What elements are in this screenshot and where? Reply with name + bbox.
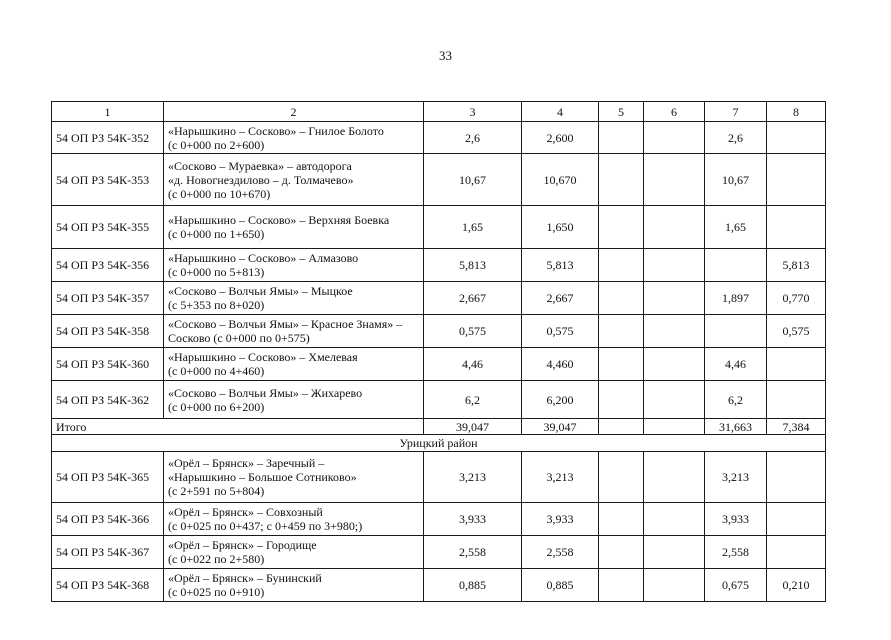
road-name-line: «д. Новогнездилово – д. Толмачево» <box>168 172 354 187</box>
page-number: 33 <box>439 48 452 63</box>
value-cell-c7: 1,897 <box>705 282 767 315</box>
road-id-cell: 54 ОП РЗ 54К-355 <box>52 206 164 249</box>
value-cell-c5 <box>599 154 644 206</box>
value-cell-c6 <box>644 348 705 381</box>
value-cell-c7: 0,675 <box>705 569 767 602</box>
value-cell-c3: 1,65 <box>424 206 522 249</box>
value-cell-c4: 1,650 <box>522 206 599 249</box>
header-cell: 4 <box>522 102 599 122</box>
road-name-cell <box>164 315 424 348</box>
value-cell-c5 <box>599 122 644 154</box>
road-id-cell: 54 ОП РЗ 54К-368 <box>52 569 164 602</box>
table-row <box>52 206 826 249</box>
road-name-line: (с 0+000 по 5+813) <box>168 265 265 279</box>
header-cell: 8 <box>767 102 826 122</box>
value-cell-c3: 3,213 <box>424 452 522 503</box>
table-row <box>52 569 826 602</box>
value-cell-c4: 2,558 <box>522 536 599 569</box>
road-name-line: «Сосково – Волчьи Ямы» – Мыцкое <box>168 284 353 298</box>
value-cell-c4: 2,600 <box>522 122 599 154</box>
road-name-line: «Орёл – Брянск» – Заречный – <box>168 456 325 470</box>
table-row <box>52 249 826 282</box>
total-value-c4: 39,047 <box>522 419 599 435</box>
value-cell-c7: 2,6 <box>705 122 767 154</box>
value-cell-c7: 10,67 <box>705 154 767 206</box>
value-cell-c3: 0,575 <box>424 315 522 348</box>
header-cell: 1 <box>52 102 164 122</box>
value-cell-c3: 4,46 <box>424 348 522 381</box>
road-id-cell: 54 ОП РЗ 54К-366 <box>52 503 164 536</box>
road-name-cell <box>164 348 424 381</box>
value-cell-c5 <box>599 569 644 602</box>
road-name-cell <box>164 536 424 569</box>
value-cell-c8 <box>767 381 826 419</box>
road-id-cell: 54 ОП РЗ 54К-365 <box>52 452 164 503</box>
road-name-line: (с 0+000 по 2+600) <box>168 137 265 152</box>
table-row <box>52 536 826 569</box>
value-cell-c7: 6,2 <box>705 381 767 419</box>
value-cell-c4: 3,933 <box>522 503 599 536</box>
table-row <box>52 348 826 381</box>
section-row <box>52 435 826 452</box>
value-cell-c5 <box>599 536 644 569</box>
value-cell-c7: 3,933 <box>705 503 767 536</box>
road-id-cell: 54 ОП РЗ 54К-357 <box>52 282 164 315</box>
value-cell-c6 <box>644 154 705 206</box>
road-name-line: (с 0+000 по 1+650) <box>168 227 265 241</box>
road-id-cell: 54 ОП РЗ 54К-367 <box>52 536 164 569</box>
header-cell: 5 <box>599 102 644 122</box>
road-name-line: Сосково (с 0+000 по 0+575) <box>168 331 310 345</box>
table-row <box>52 452 826 503</box>
road-name-cell <box>164 154 424 206</box>
value-cell-c8 <box>767 348 826 381</box>
value-cell-c8 <box>767 122 826 154</box>
road-id-cell: 54 ОП РЗ 54К-360 <box>52 348 164 381</box>
value-cell-c4: 2,667 <box>522 282 599 315</box>
value-cell-c5 <box>599 381 644 419</box>
road-name-line: «Нарышкино – Сосково» – Верхняя Боевка <box>168 213 390 227</box>
road-name-line: (с 0+025 по 0+910) <box>168 585 265 599</box>
value-cell-c7: 3,213 <box>705 452 767 503</box>
table-row <box>52 122 826 154</box>
value-cell-c8 <box>767 536 826 569</box>
value-cell-c5 <box>599 315 644 348</box>
table-row <box>52 154 826 206</box>
value-cell-c3: 6,2 <box>424 381 522 419</box>
value-cell-c8: 0,210 <box>767 569 826 602</box>
road-name-cell <box>164 282 424 315</box>
road-name-line: (с 5+353 по 8+020) <box>168 298 265 312</box>
value-cell-c3: 3,933 <box>424 503 522 536</box>
value-cell-c5 <box>599 249 644 282</box>
road-name-cell <box>164 503 424 536</box>
value-cell-c4: 6,200 <box>522 381 599 419</box>
table-body <box>52 102 826 602</box>
value-cell-c8 <box>767 206 826 249</box>
table-row <box>52 381 826 419</box>
road-name-cell <box>164 452 424 503</box>
value-cell-c6 <box>644 503 705 536</box>
section-title: Урицкий район <box>52 435 826 452</box>
road-name-line: «Нарышкино – Сосково» – Алмазово <box>168 251 359 265</box>
road-name-line: (с 0+000 по 4+460) <box>168 364 265 378</box>
value-cell-c4: 4,460 <box>522 348 599 381</box>
road-name-cell <box>164 206 424 249</box>
total-value-c6 <box>644 419 705 435</box>
value-cell-c8 <box>767 154 826 206</box>
value-cell-c7: 2,558 <box>705 536 767 569</box>
value-cell-c5 <box>599 348 644 381</box>
value-cell-c4: 0,885 <box>522 569 599 602</box>
header-cell: 3 <box>424 102 522 122</box>
road-name-line: (с 0+022 по 2+580) <box>168 552 265 566</box>
value-cell-c6 <box>644 536 705 569</box>
value-cell-c7: 4,46 <box>705 348 767 381</box>
value-cell-c7: 1,65 <box>705 206 767 249</box>
road-id-cell: 54 ОП РЗ 54К-362 <box>52 381 164 419</box>
value-cell-c8: 0,770 <box>767 282 826 315</box>
table-row <box>52 282 826 315</box>
header-cell: 6 <box>644 102 705 122</box>
road-name-line: (с 0+025 по 0+437; с 0+459 по 3+980;) <box>168 519 363 533</box>
road-name-cell <box>164 569 424 602</box>
total-label: Итого <box>52 419 424 435</box>
road-name-line: (с 0+000 по 6+200) <box>168 399 265 414</box>
value-cell-c6 <box>644 249 705 282</box>
road-name-line: (с 2+591 по 5+804) <box>168 484 265 498</box>
roads-table <box>51 101 826 602</box>
value-cell-c8: 0,575 <box>767 315 826 348</box>
table-row <box>52 315 826 348</box>
road-name-line: «Орёл – Брянск» – Городище <box>168 538 317 552</box>
value-cell-c5 <box>599 452 644 503</box>
value-cell-c3: 2,6 <box>424 122 522 154</box>
road-name-cell <box>164 122 424 154</box>
value-cell-c7 <box>705 315 767 348</box>
value-cell-c5 <box>599 503 644 536</box>
road-name-line: «Нарышкино – Большое Сотниково» <box>168 470 357 484</box>
value-cell-c6 <box>644 452 705 503</box>
header-cell: 2 <box>164 102 424 122</box>
value-cell-c8 <box>767 452 826 503</box>
value-cell-c8: 5,813 <box>767 249 826 282</box>
value-cell-c5 <box>599 206 644 249</box>
total-value-c3: 39,047 <box>424 419 522 435</box>
value-cell-c6 <box>644 282 705 315</box>
road-name-line: (с 0+000 по 10+670) <box>168 186 271 201</box>
road-name-cell <box>164 249 424 282</box>
header-row <box>52 102 826 122</box>
road-id-cell: 54 ОП РЗ 54К-356 <box>52 249 164 282</box>
value-cell-c3: 10,67 <box>424 154 522 206</box>
road-name-line: «Нарышкино – Сосково» – Гнилое Болото <box>168 123 384 138</box>
value-cell-c7 <box>705 249 767 282</box>
header-cell: 7 <box>705 102 767 122</box>
total-row <box>52 419 826 435</box>
value-cell-c6 <box>644 122 705 154</box>
value-cell-c6 <box>644 206 705 249</box>
road-id-cell: 54 ОП РЗ 54К-353 <box>52 154 164 206</box>
value-cell-c4: 5,813 <box>522 249 599 282</box>
value-cell-c6 <box>644 381 705 419</box>
table-row <box>52 503 826 536</box>
total-value-c5 <box>599 419 644 435</box>
road-name-line: «Сосково – Волчьи Ямы» – Красное Знамя» – <box>168 317 403 331</box>
value-cell-c6 <box>644 315 705 348</box>
value-cell-c3: 5,813 <box>424 249 522 282</box>
value-cell-c3: 2,667 <box>424 282 522 315</box>
road-id-cell: 54 ОП РЗ 54К-358 <box>52 315 164 348</box>
value-cell-c3: 2,558 <box>424 536 522 569</box>
road-name-line: «Орёл – Брянск» – Бунинский <box>168 571 322 585</box>
value-cell-c4: 0,575 <box>522 315 599 348</box>
total-value-c7: 31,663 <box>705 419 767 435</box>
value-cell-c4: 10,670 <box>522 154 599 206</box>
value-cell-c6 <box>644 569 705 602</box>
value-cell-c5 <box>599 282 644 315</box>
road-id-cell: 54 ОП РЗ 54К-352 <box>52 122 164 154</box>
road-name-line: «Орёл – Брянск» – Совхозный <box>168 505 323 519</box>
road-name-line: «Сосково – Мураевка» – автодорога <box>168 158 352 173</box>
total-value-c8: 7,384 <box>767 419 826 435</box>
value-cell-c3: 0,885 <box>424 569 522 602</box>
road-name-line: «Сосково – Волчьи Ямы» – Жихарево <box>168 385 363 400</box>
road-name-line: «Нарышкино – Сосково» – Хмелевая <box>168 350 358 364</box>
value-cell-c8 <box>767 503 826 536</box>
road-name-cell <box>164 381 424 419</box>
value-cell-c4: 3,213 <box>522 452 599 503</box>
